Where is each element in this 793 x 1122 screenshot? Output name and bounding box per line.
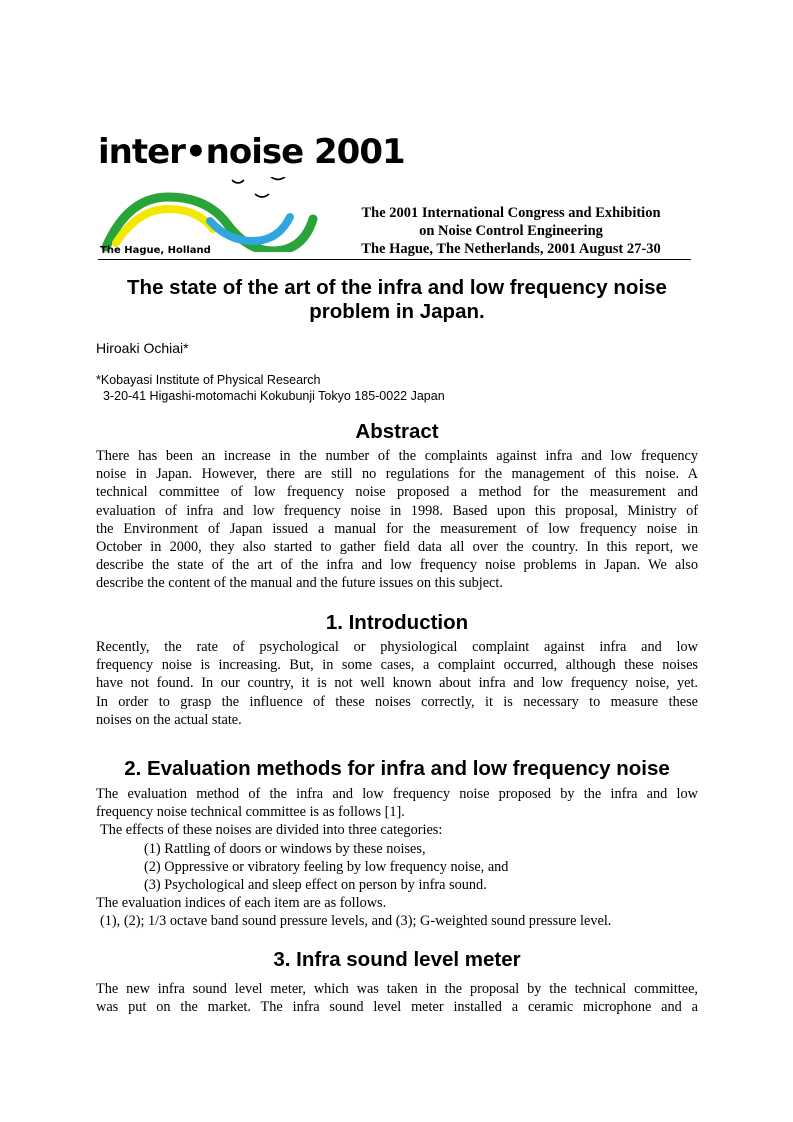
- logo-smile-1: [232, 180, 244, 183]
- section-2-list-item: (3) Psychological and sleep effect on person by infra sound.: [144, 877, 487, 894]
- section-2-heading: 2. Evaluation methods for infra and low frequency noise: [124, 757, 670, 780]
- abstract-line: October in 2000, they also started to gather field data all over the country. In this report, we: [96, 539, 698, 556]
- abstract-line: There has been an increase in the number of the complaints against infra and low frequency: [96, 448, 698, 464]
- section-1-line: noises on the actual state.: [96, 711, 242, 728]
- logo-wordmark: inter•noise 2001: [98, 132, 405, 172]
- affiliation-line-2: 3-20-41 Higashi-motomachi Kokubunji Tokyo 185-0022 Japan: [103, 388, 445, 403]
- author-name: Hiroaki Ochiai*: [96, 340, 189, 356]
- section-3-line: The new infra sound level meter, which was taken in the proposal by the technical committee,: [96, 981, 698, 997]
- affiliation: [96, 373, 445, 404]
- section-1-line: In order to grasp the influence of these noises correctly, it is necessary to measure these: [96, 693, 698, 710]
- logo-smile-3: [255, 194, 269, 197]
- abstract-body: [96, 447, 698, 593]
- section-2-line: (1), (2); 1/3 octave band sound pressure levels, and (3); G-weighted sound pressure level.: [100, 913, 612, 930]
- section-2-line: The evaluation indices of each item are as follows.: [96, 895, 387, 912]
- paper-title: [98, 276, 696, 324]
- section-1-line: Recently, the rate of psychological or physiological complaint against infra and low: [96, 639, 698, 655]
- conference-line-1: The 2001 International Congress and Exhibition: [361, 205, 661, 221]
- abstract-line: describe the content of the manual and the future issues on this subject.: [96, 575, 503, 592]
- section-2-line: frequency noise technical committee is as follows [1].: [96, 804, 405, 821]
- logo-wave-graphic: [98, 177, 338, 252]
- section-2-list-item: (1) Rattling of doors or windows by these noises,: [144, 840, 426, 857]
- abstract-line: technical committee of low frequency noise proposed a method for the measurement and: [96, 484, 698, 501]
- conference-info: [330, 204, 692, 258]
- affiliation-line-1: *Kobayasi Institute of Physical Research: [96, 373, 321, 387]
- section-2-list-item: (2) Oppressive or vibratory feeling by low frequency noise, and: [144, 858, 509, 875]
- abstract-line: describe the state of the art of the infra and low frequency noise problems in Japan. We also: [96, 557, 698, 574]
- section-1-line: frequency noise is increasing. But, in some cases, a complaint occurred, although these noises: [96, 657, 698, 674]
- logo-smile-2: [270, 177, 286, 180]
- abstract-heading: Abstract: [355, 420, 439, 443]
- abstract-line: noise in Japan. However, there are still no regulations for the management of this noise. A: [96, 466, 698, 483]
- conference-line-2: on Noise Control Engineering: [419, 223, 603, 239]
- header-rule: [98, 259, 691, 260]
- section-2-line: The effects of these noises are divided into three categories:: [100, 822, 443, 839]
- section-3-heading: 3. Infra sound level meter: [273, 948, 521, 971]
- section-3-body: [96, 980, 698, 1016]
- logo-caption: The Hague, Holland: [100, 245, 211, 256]
- section-1-line: have not found. In our country, it is not well known about infra and low frequency noise, yet.: [96, 675, 698, 692]
- section-3-line: was put on the market. The infra sound level meter installed a ceramic microphone and a: [96, 999, 698, 1016]
- section-2-line: The evaluation method of the infra and low frequency noise proposed by the infra and low: [96, 786, 698, 802]
- title-line-1: The state of the art of the infra and low frequency noise: [127, 276, 667, 299]
- conference-logo: [98, 132, 405, 262]
- section-2-body: [96, 785, 698, 931]
- abstract-line: evaluation of infra and low frequency noise in 1998. Based upon this proposal, Ministry of: [96, 502, 698, 519]
- conference-line-3: The Hague, The Netherlands, 2001 August 27-30: [361, 241, 661, 257]
- abstract-line: the Environment of Japan issued a manual for the measurement of low frequency noise in: [96, 520, 698, 537]
- section-1-heading: 1. Introduction: [325, 611, 469, 634]
- title-line-2: problem in Japan.: [309, 300, 485, 323]
- section-1-body: [96, 638, 698, 729]
